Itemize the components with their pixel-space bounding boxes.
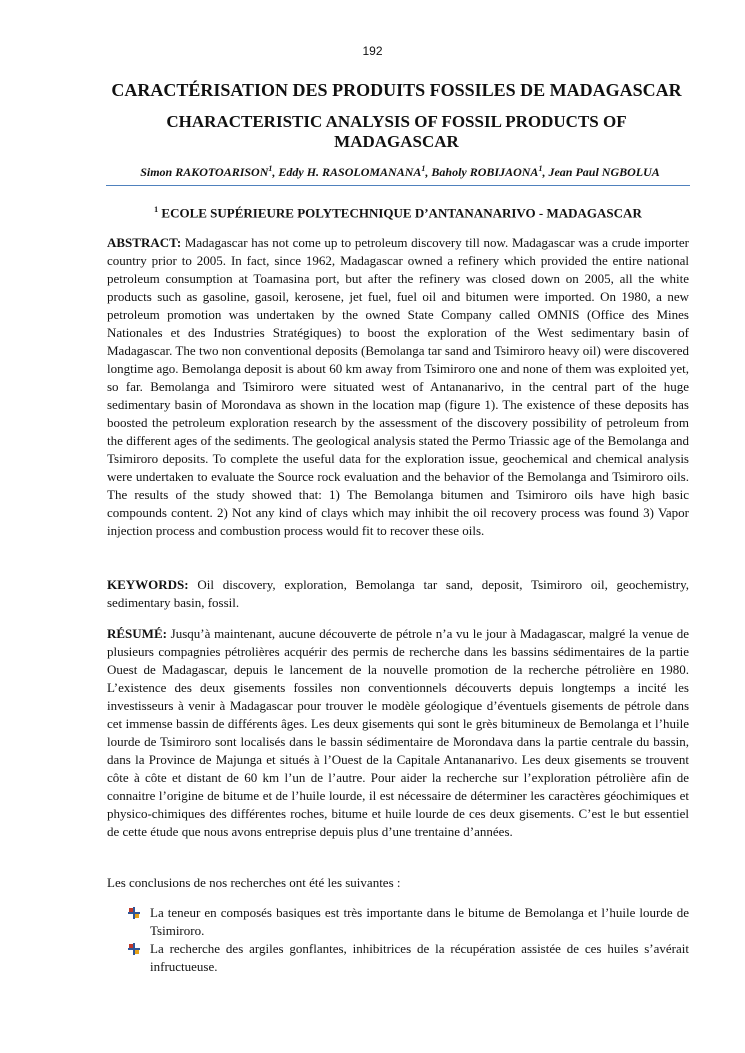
header-divider [106,185,690,186]
author: Eddy H. RASOLOMANANA$^1$, [278,164,432,179]
keywords [107,576,689,612]
conclusions-intro: Les conclusions de nos recherches ont été les suivantes : [107,875,401,890]
page-number: 192 [362,44,383,58]
flag-bullet-icon [128,907,140,919]
keywords-label: KEYWORDS: [107,577,189,592]
author: Jean Paul NGBOLUA [548,165,660,179]
abstract-label: ABSTRACT: [107,235,182,250]
list-item: La recherche des argiles gonflantes, inhibitrices de la récupération assistée de ces huiles s’avérait infructueuse. [128,940,689,976]
resume [107,625,689,841]
resume-text: Jusqu’à maintenant, aucune découverte de pétrole n’a vu le jour à Madagascar, malgré la venue de plusieurs compagnies pétrolières acquérir des permis de recherche dans les bassins sédimentaires de la partie Ouest de Madagascar, depuis le lancement de la nouvelle promotion de la recherche pétrolière en 1980. L’existence des deux gisements fossiles non conventionnels découverts depuis longtemps a incité les investisseurs à venir à Madagascar pour trouver le modèle géologique d’éventuels gisements de pétrole dans cet immense bassin de différents âges. Les deux gisements qui sont le grès bitumineux de Bemolanga et l’huile lourde de Tsimiroro sont localisés dans le bassin sédimentaire de Morondava dans la partie centrale du bassin, dans la Province de Majunga et situés à l’Ouest de la Capitale Antananarivo. Les deux gisements se trouvent côte à côte et distant de 60 km l’un de l’autre. Pour aider la recherche sur l’exploration pétrolière afin de connaitre l’origine de bitume et de l’huile lourde, il est nécessaire de déterminer les caractères géochimiques et physico-chimiques des différentes roches, bitume et huile lourde de ces deux gisements. C’est le but essentiel de cette étude que nous avons entreprise depuis plus d’une trentaine d’années. [107,626,690,839]
title-french: CARACTÉRISATION DES PRODUITS FOSSILES DE MADAGASCAR [111,80,682,100]
keywords-text: Oil discovery, exploration, Bemolanga tar sand, deposit, Tsimiroro oil, geochemistry, sedimentary basin, fossil. [107,577,690,610]
abstract [107,234,689,540]
abstract-text: Madagascar has not come up to petroleum discovery till now. Madagascar was a crude importer country prior to 2005. In fact, since 1962, Madagascar owned a refinery which provided the entire national petroleum consumption at Toamasina port, but after the refinery was closed down on 2005, all the white products such as gasoline, gasoil, kerosene, jet fuel, fuel oil and bitumen were imported. On 1980, a new petroleum promotion was undertaken by the owned State Company called OMNIS (Office des Mines Nationales et des Industries Stratégiques) to boost the exploration of the West sedimentary basin of Madagascar. The two non conventional deposits (Bemolanga tar sand and Tsimiroro heavy oil) were discovered longtime ago. Bemolanga deposit is about 60 km away from Tsimiroro one and none of them was exploited yet, so far. Bemolanga and Tsimiroro were situated west of Antananarivo, in the central part of the huge sedimentary basin of Morondava as shown in the location map (figure 1). The existence of these deposits has boosted the petroleum exploration research by the assessment of the discovery possibility of petroleum from the different ages of the sediments. The geological analysis stated the Permo Triassic age of the Bemolanga and Tsimiroro deposits. To complete the useful data for the exploration issue, geochemical and chemical analysis were undertaken to evaluate the Source rock evaluation and the behavior of the Bemolanga and Tsimiroro oils. The results of the study showed that: 1) The Bemolanga bitumen and Tsimiroro oils have high basic compounds content. 2) Not any kind of clays which may inhibit the oil recovery process was found 3) Vapor injection process and combustion process would fit to recover these oils. [107,235,690,538]
author-list [108,164,692,180]
flag-bullet-icon [128,943,140,955]
author: Baholy ROBIJAONA$^1$, [431,164,549,179]
author: Simon RAKOTOARISON$^1$, [140,164,279,179]
resume-label: RÉSUMÉ: [107,626,167,641]
conclusions-list [128,904,689,976]
title-english: CHARACTERISTIC ANALYSIS OF FOSSIL PRODUCTS OF MADAGASCAR [166,112,627,151]
affiliation: $^1$ ECOLE SUPÉRIEURE POLYTECHNIQUE D’ANTANANARIVO - MADAGASCAR [154,205,642,221]
list-item: La teneur en composés basiques est très importante dans le bitume de Bemolanga et l’huile lourde de Tsimiroro. [128,904,689,940]
